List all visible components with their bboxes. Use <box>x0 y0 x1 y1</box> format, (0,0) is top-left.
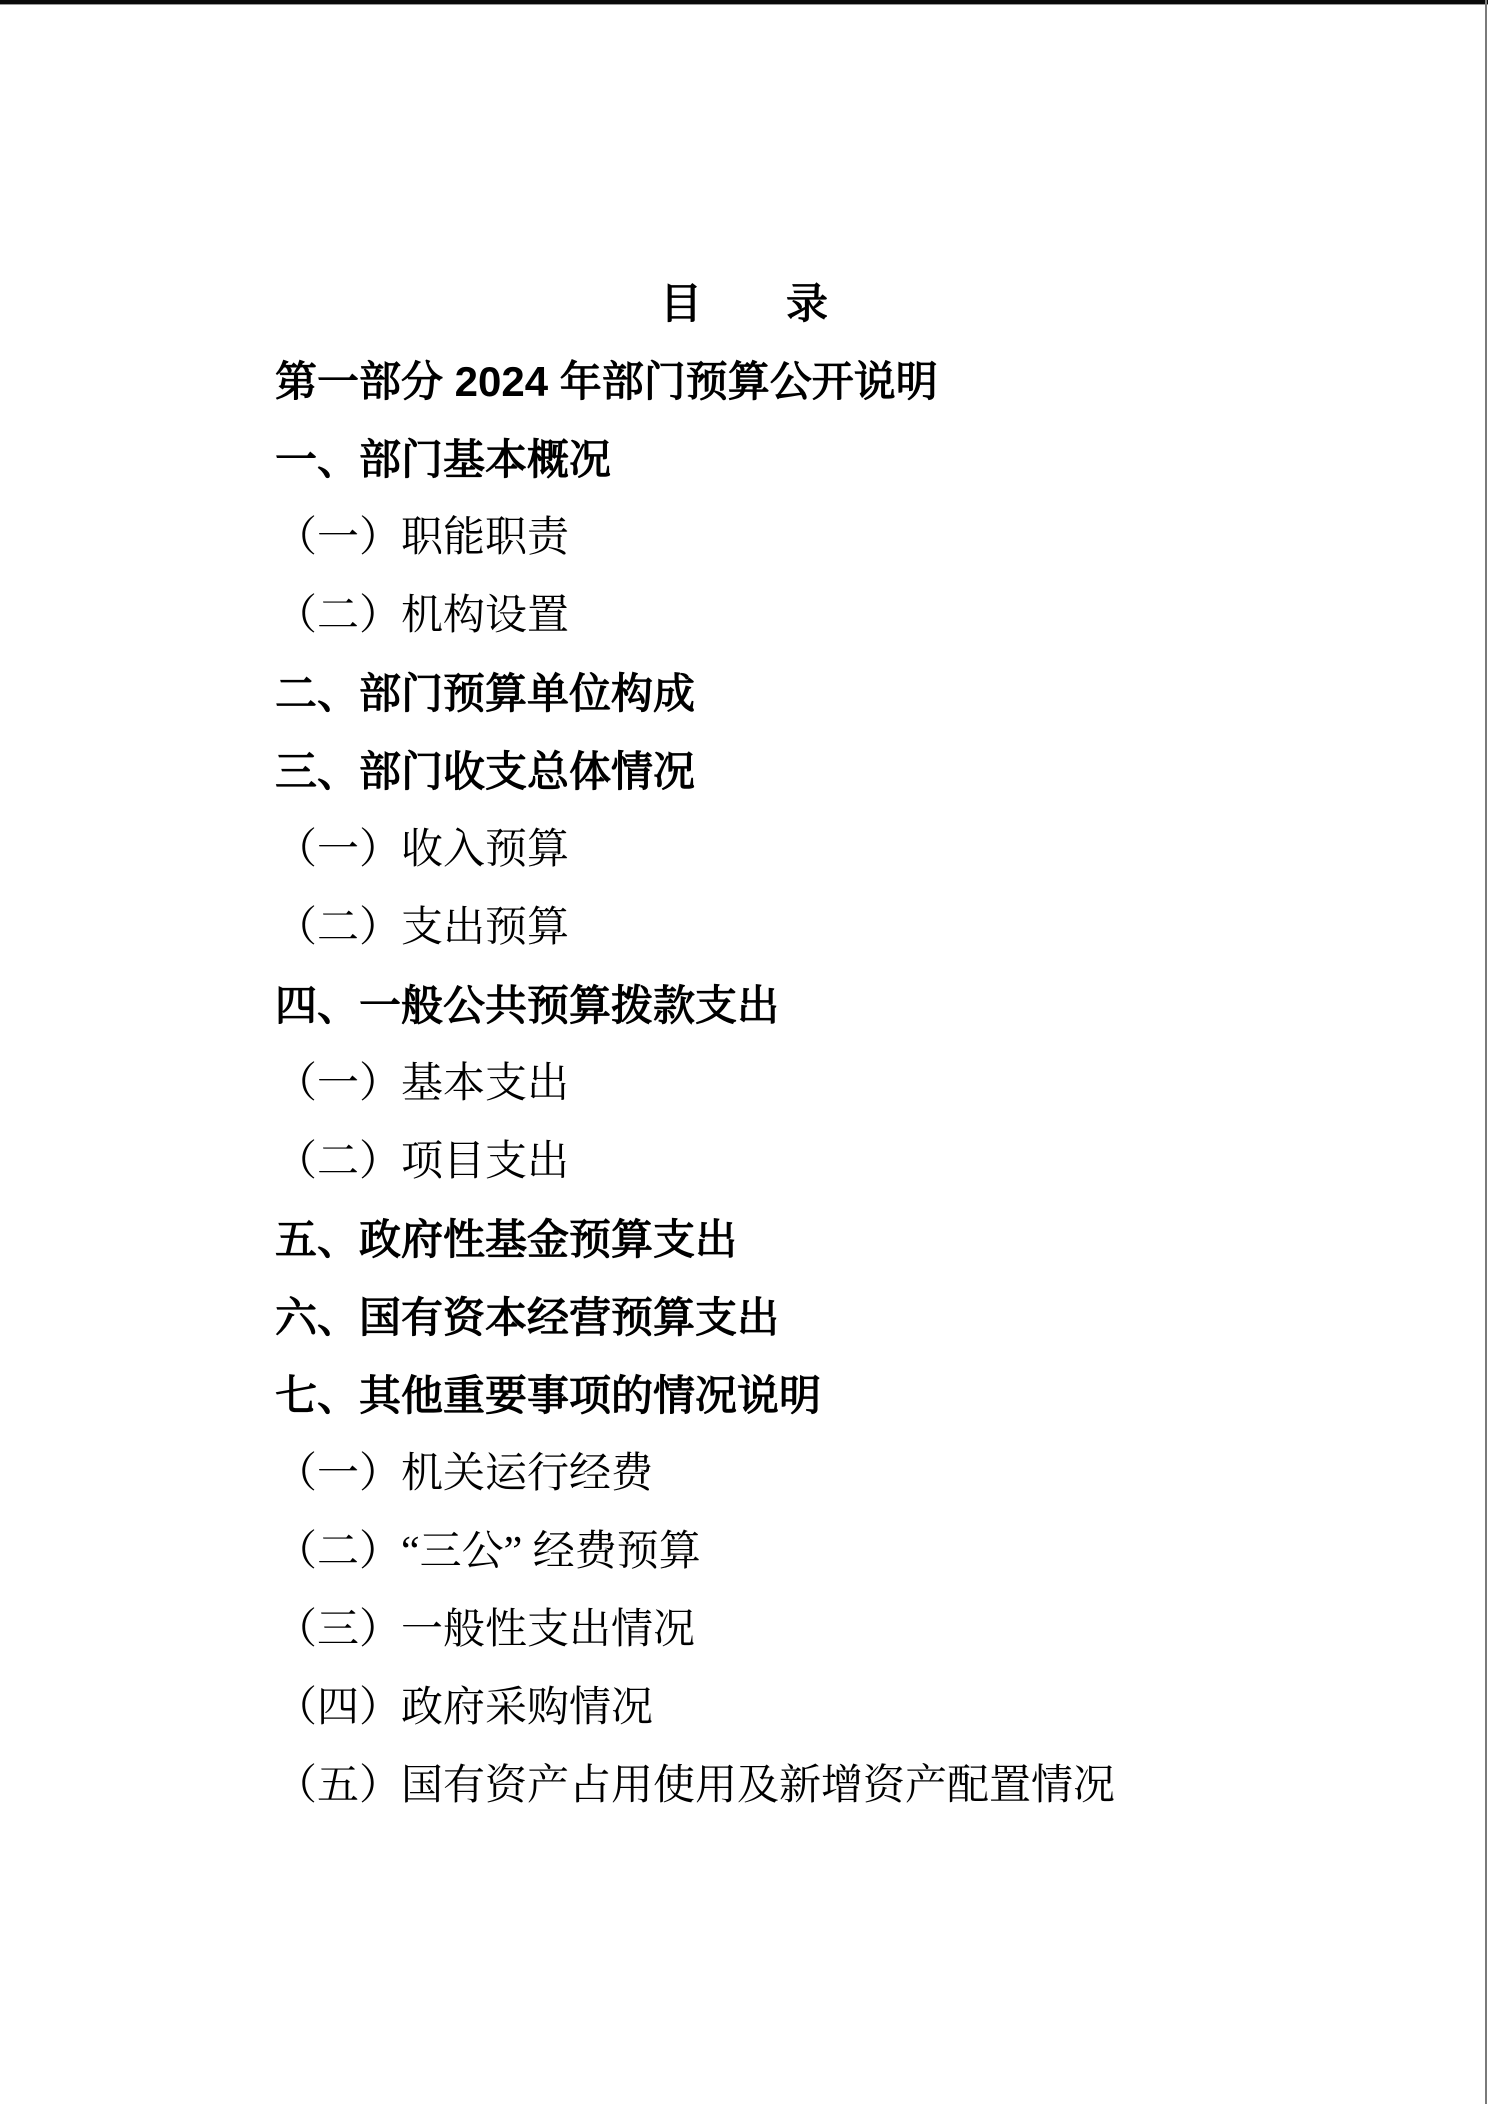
toc-item-chapter-4: 四、一般公共预算拨款支出 <box>275 982 780 1029</box>
toc-item-4-2: （二）项目支出 <box>275 1139 570 1185</box>
toc-item-1-2: （二）机构设置 <box>275 593 570 639</box>
page-title: 目 录 <box>659 280 828 327</box>
page-right-scan-edge <box>1485 0 1487 2104</box>
toc-item-7-2: （二）“三公” 经费预算 <box>275 1529 701 1575</box>
table-of-contents <box>275 280 1213 1843</box>
toc-item-7-4: （四）政府采购情况 <box>275 1685 654 1731</box>
toc-item-7-3: （三）一般性支出情况 <box>275 1607 696 1653</box>
toc-item-7-1: （一）机关运行经费 <box>275 1451 654 1497</box>
toc-item-1-1: （一）职能职责 <box>275 515 570 561</box>
toc-item-chapter-2: 二、部门预算单位构成 <box>275 670 696 717</box>
toc-item-3-2: （二）支出预算 <box>275 905 570 951</box>
toc-item-3-1: （一）收入预算 <box>275 827 570 873</box>
toc-item-part-1: 第一部分 2024 年部门预算公开说明 <box>275 358 938 405</box>
toc-item-7-5: （五）国有资产占用使用及新增资产配置情况 <box>275 1763 1116 1809</box>
toc-item-chapter-7: 七、其他重要事项的情况说明 <box>275 1372 822 1419</box>
page-top-scan-edge <box>0 0 1488 5</box>
toc-item-chapter-3: 三、部门收支总体情况 <box>275 748 696 795</box>
toc-item-chapter-6: 六、国有资本经营预算支出 <box>275 1294 780 1341</box>
toc-item-chapter-1: 一、部门基本概况 <box>275 436 612 483</box>
toc-item-4-1: （一）基本支出 <box>275 1061 570 1107</box>
toc-item-chapter-5: 五、政府性基金预算支出 <box>275 1216 738 1263</box>
